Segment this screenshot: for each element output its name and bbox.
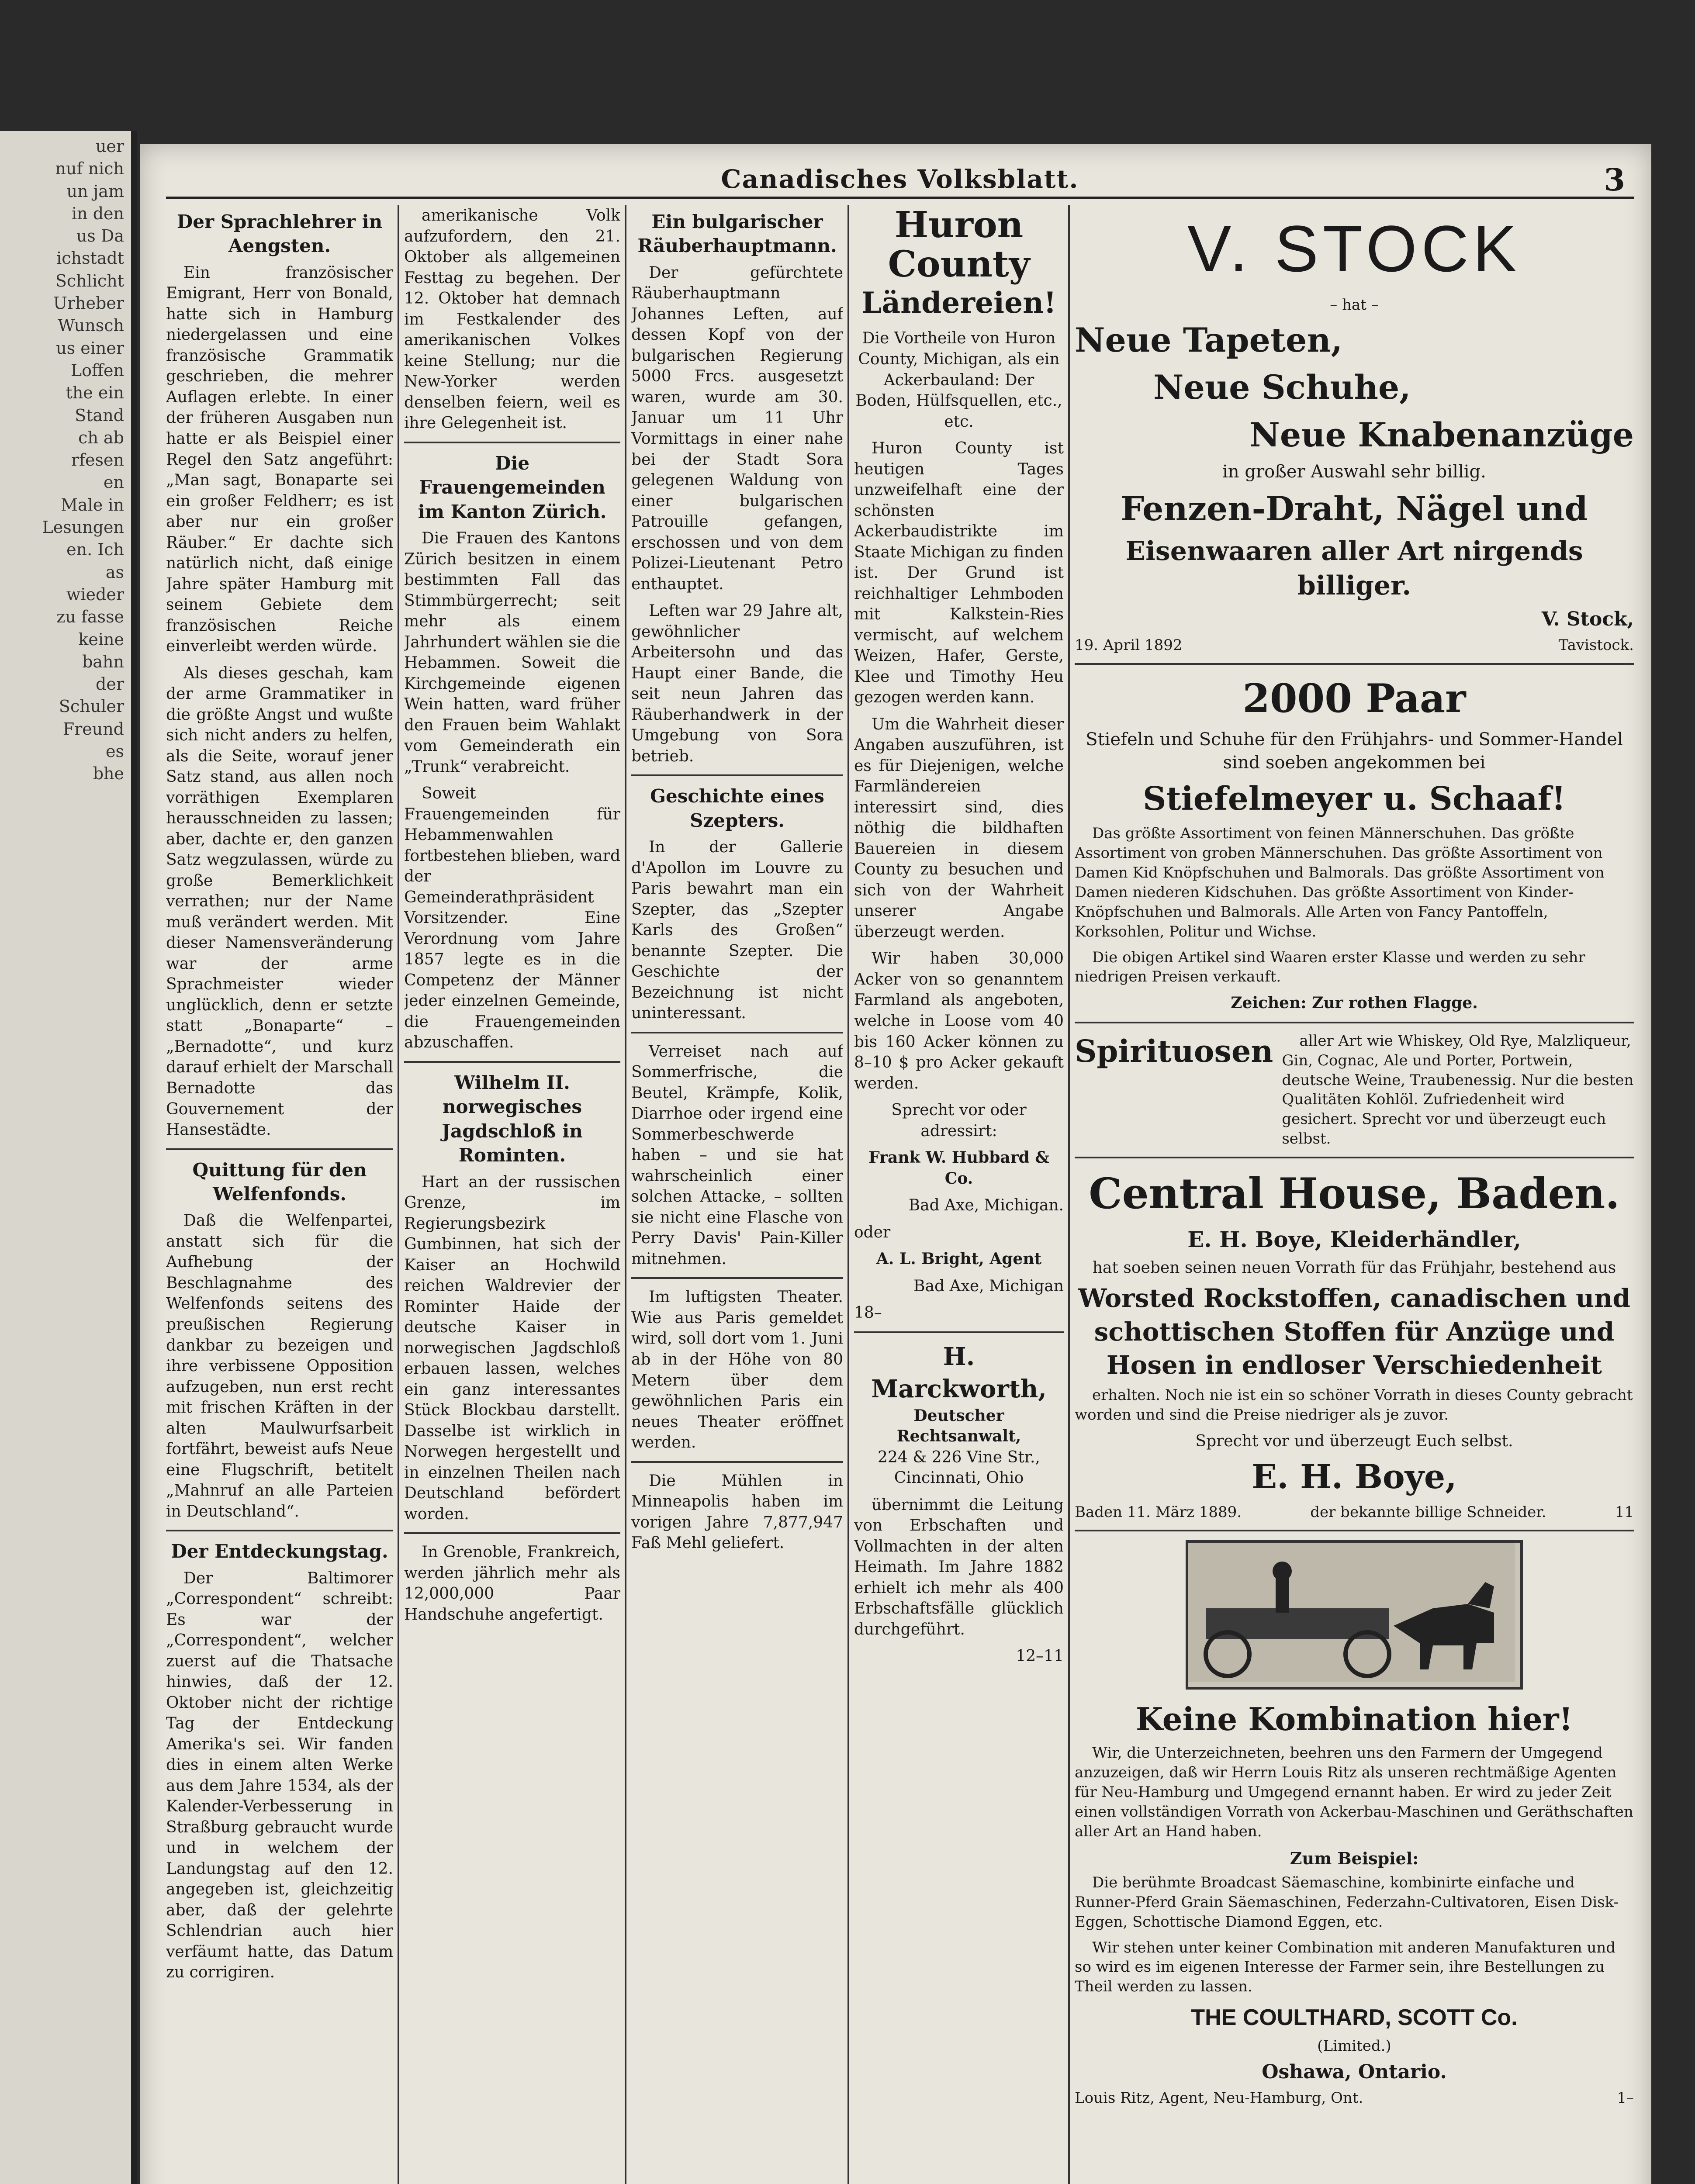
article-text: Die Frauen des Kantons Zürich besitzen in einem bestimmten Fall das Stimmbürgerrecht; seit mehr als einem Jahrhundert wählen sie die Hebammen. Soweit die Kirchgemeinde eigenen Wein hatten, ward früher den Frauen beim Wahlakt vom Gemeinderath ein „Trunk“ verabreicht. (404, 529, 620, 776)
ad-line: Neue Schuhe, (1153, 368, 1411, 407)
masthead (166, 157, 1634, 199)
ad-text: 12–11 (1016, 1647, 1064, 1666)
ad-place: Tavistock. (1558, 636, 1634, 654)
article-text: Der gefürchtete Räuberhauptmann Johannes Leften, auf dessen Kopf von der bulgarischen Regierung 5000 Frcs. ausgesetzt waren, wurde am 30. Januar um 11 Uhr Vormittags in einer nahe bei der Stadt Sora gelegenen Waldung von einer bulgarischen Patrouille gefangen, erschossen und von dem Polizei-Lieutenant Petro enthauptet. (631, 263, 843, 593)
contact-line: oder (854, 1223, 891, 1241)
divider (631, 774, 843, 776)
ad-text: erhalten. Noch nie ist ein so schöner Vorrath in dieses County gebracht worden und sind die Preise niedriger als je zuvor. (1075, 1386, 1633, 1424)
divider (166, 1530, 393, 1531)
column-rule (625, 205, 626, 2184)
ad-text: Die Vortheile von Huron County, Michigan, als ein Ackerbauland: Der Boden, Hülfsquellen, etc., etc. (855, 329, 1062, 431)
divider (854, 1331, 1064, 1333)
left-page-edge (0, 131, 137, 2184)
column-rule (848, 205, 849, 2184)
ad-line: Zum Beispiel: (1290, 1848, 1419, 1868)
ad-footer (1075, 636, 1634, 655)
ad-date: Baden 11. März 1889. (1075, 1503, 1242, 1521)
left-edge-text: uer nuf nich un jam in den us Da ichstadt Schlicht Urheber Wunsch us einer Loffen the ein Stand ch ab rfesen en Male in Lesungen en. Ich as wieder zu fasse keine bahn der Schuler Freund es bhe (42, 137, 124, 784)
contact-line: Frank W. Hubbard & Co. (868, 1148, 1049, 1188)
column-rule (1068, 205, 1070, 2184)
article-text: Der Baltimorer „Correspondent“ schreibt: Es war der „Correspondent“, welcher zuerst auf die Thatsache hinwies, daß der 12. Oktober nicht der richtige Tag der Entdeckung Amerika's sei. Wir fanden dies in einem alten Werke aus dem Jahre 1534, als der Kalender-Verbesserung in Straßburg gebraucht wurde und in welchem der Landungstag auf den 12. angegeben ist, gleichzeitig aber, daß der gelehrte Schlendrian auch hier verfäumt hatte, das Datum zu corrigiren. (166, 1569, 393, 1982)
divider (404, 1532, 620, 1534)
newspaper-title: Canadisches Volksblatt. (721, 164, 1079, 194)
article-text: Daß die Welfenpartei, anstatt sich für die Aufhebung der Beschlagnahme des Welfenfonds seitens des preußischen Regierung dankbar zu bezeigen und ihre verbissene Opposition aufzugeben, nun erst recht mit frischen Kräften in der alten Maulwurfsarbeit fortfährt, beweist aufs Neue eine Flugschrift, betitelt „Mahnruf an alle Parteien in Deutschland“. (166, 1212, 393, 1521)
ad-heading: 2000 Paar (1242, 675, 1466, 722)
contact-line: A. L. Bright, Agent (876, 1250, 1042, 1268)
contact-line: Bad Axe, Michigan. (908, 1196, 1064, 1215)
article-heading: Ein bulgarischer Räuberhauptmann. (637, 211, 837, 257)
article-text: Als dieses geschah, kam der arme Grammatiker in die größte Angst und wußte sich nicht anders zu helfen, als die Seite, worauf jener Satz stand, aus allen noch vorräthigen Exemplaren herausschneiden zu lassen; aber, dachte er, den ganzen Satz wegzulassen, würde zu große Bemerklichkeit verrathen; nur der Name muß verändert werden. Mit dieser Namensveränderung war der arme Sprachmeister wieder unglücklich, denn er setzte statt „Bonaparte“ – „Bernadotte“, und kurz darauf erhielt der Marschall Bernadotte das Gouvernement der Hansestädte. (166, 664, 393, 1139)
ad-heading: V. STOCK (1187, 212, 1521, 285)
article-heading: Wilhelm II. norwegisches Jagdschloß in Rominten. (442, 1071, 583, 1166)
ad-line: Stiefeln und Schuhe für den Frühjahrs- und Sommer-Handel sind soeben angekommen bei (1086, 729, 1623, 773)
ad-signature: V. Stock, (1541, 608, 1634, 631)
divider (1075, 663, 1634, 665)
article-heading: Der Sprachlehrer in Aengsten. (176, 211, 383, 257)
divider (631, 1277, 843, 1279)
article-text: Die Mühlen in Minneapolis haben im vorigen Jahre 7,877,947 Faß Mehl geliefert. (631, 1472, 843, 1552)
divider (404, 442, 620, 443)
divider (404, 1061, 620, 1063)
ad-heading: Stiefelmeyer u. Schaaf! (1143, 780, 1566, 818)
ad-line: Fenzen-Draht, Nägel und (1121, 489, 1588, 528)
article-text: Im luftigsten Theater. Wie aus Paris gemeldet wird, soll dort vom 1. Juni ab in der Höhe von 80 Metern über dem gewöhnlichen Paris ein neues Theater eröffnet werden. (631, 1288, 843, 1452)
ad-line: (Limited.) (1317, 2037, 1391, 2055)
contact-line: 18– (854, 1304, 882, 1322)
column-3 (631, 205, 843, 1560)
ad-line: E. H. Boye, Kleiderhändler, (1187, 1226, 1521, 1252)
ad-number: 1– (1617, 2089, 1634, 2107)
column-huron-county (854, 205, 1064, 1673)
contact-line: Bad Axe, Michigan (913, 1277, 1064, 1295)
ad-text: übernimmt die Leitung von Erbschaften und Vollmachten in der alten Heimath. Im Jahre 1882 erhielt ich mehr als 400 Erbschaftsfälle glücklich durchgeführt. (854, 1496, 1064, 1638)
ad-heading: THE COULTHARD, SCOTT Co. (1191, 2005, 1518, 2031)
ad-text: aller Art wie Whiskey, Old Rye, Malzliqueur, Gin, Cognac, Ale und Porter, Portwein, deutsche Weine, Traubenessig. Nur die besten Qualitäten Kohlöl. Zufriedenheit wird gesichert. Sprecht vor und überzeugt euch selbst. (1282, 1032, 1634, 1148)
column-rule (398, 205, 399, 2184)
article-text: Hart an der russischen Grenze, im Regierungsbezirk Gumbinnen, hat sich der Kaiser an Hochwild reichen Waldrevier der Rominter Haide der deutsche Kaiser in norwegischen Jagdschloß erbauen lassen, welches ein ganz interessantes Stück Blockbau darstellt. Dasselbe ist wirklich in Norwegen hergestellt und in einzelnen Theilen nach Deutschland befördert worden. (404, 1173, 620, 1523)
ad-line: in großer Auswahl sehr billig. (1222, 461, 1486, 482)
ad-heading: Spirituosen (1075, 1033, 1273, 1069)
ad-heading: Keine Kombination hier! (1135, 1700, 1573, 1738)
ad-line: Eisenwaaren aller Art nirgends billiger. (1125, 536, 1583, 601)
article-heading: Die Frauengemeinden im Kanton Zürich. (418, 452, 607, 522)
ad-footer (1075, 2088, 1634, 2108)
article-heading: Quittung für den Welfenfonds. (192, 1159, 367, 1205)
ad-text: Die obigen Artikel sind Waaren erster Klasse und werden zu sehr niedrigen Preisen verkauft. (1075, 948, 1585, 986)
ad-heading: Central House, Baden. (1089, 1169, 1620, 1219)
page-number: 3 (1604, 162, 1625, 198)
ad-number: 11 (1615, 1503, 1634, 1521)
newspaper-page (140, 144, 1651, 2184)
ad-text: Wir haben 30,000 Acker von so genanntem Farmland als angeboten, welche in Loose vom 40 bis 160 Acker können zu 8–10 $ pro Acker gekauft werden. (854, 950, 1064, 1092)
article-text: Ein französischer Emigrant, Herr von Bonald, hatte sich in Hamburg niedergelassen und eine französische Grammatik geschrieben, die mehrer Auflagen erlebte. In einer der früheren Ausgaben nun hatte er als Beispiel einer Regel den Satz angeführt: „Man sagt, Bonaparte sei ein großer Feldherr; es ist aber nur ein großer Räuber.“ Er dachte sich natürlich nicht, daß einige Jahre später Hamburg mit seinem Gebiete dem französischen Reiche einverleibt werden würde. (166, 263, 393, 656)
ad-line: Zeichen: Zur rothen Flagge. (1231, 994, 1478, 1013)
ad-text: Wir stehen unter keiner Combination mit anderen Manufakturen und so wird es im eigenen Interesse der Farmer sein, ihre Bestellungen zu Theil werden zu lassen. (1075, 1939, 1616, 1996)
ad-text: Wir, die Unterzeichneten, beehren uns den Farmern der Umgegend anzuzeigen, daß wir Herrn Louis Ritz als unseren rechtmäßige Agenten für Neu-Hamburg und Umgegend ernannt haben. Er wird zu jeder Zeit einen vollständigen Vorrath von Ackerbau-Maschinen und Geräthschaften aller Art an Hand haben. (1075, 1744, 1633, 1840)
ad-line: Worsted Rockstoffen, canadischen und schottischen Stoffen für Anzüge und Hosen in endloser Verschiedenheit (1078, 1283, 1630, 1380)
divider (631, 1032, 843, 1033)
column-1 (166, 205, 393, 1989)
ad-line: Oshawa, Ontario. (1262, 2060, 1447, 2083)
ad-signature: E. H. Boye, (1252, 1457, 1457, 1496)
ad-heading: H. Marckworth, (871, 1342, 1047, 1403)
divider (631, 1461, 843, 1463)
ad-footer (1075, 1503, 1634, 1522)
article-heading: Geschichte eines Szepters. (650, 785, 824, 831)
spirituosen-ad (1075, 1031, 1634, 1149)
ad-text: Das größte Assortiment von feinen Männerschuhen. Das größte Assortiment von groben Männerschuhen. Das größte Assortiment von Damen Kid Knöpfschuhen und Balmorals. Das größte Assortiment von Damen niederen Kidschuhen. Das größte Assortiment von Kinder-Knöpfschuhen und Balmorals. Alle Arten von Fancy Pantoffeln, Korksohlen, Politur und Wichse. (1075, 825, 1605, 940)
ad-date: 19. April 1892 (1075, 636, 1183, 654)
ad-text: Um die Wahrheit dieser Angaben auszuführen, ist es für Diejenigen, welche Farmländereien interessirt sind, dies nöthig die bildhaften Bauereien in diesem County zu besuchen und sich von der Wahrheit unserer Angabe überzeugt werden. (854, 715, 1064, 941)
article-heading: Der Entdeckungstag. (171, 1541, 388, 1562)
article-text: Soweit Frauengemeinden für Hebammenwahlen fortbestehen blieben, ward der Gemeinderathpräsident Vorsitzender. Eine Verordnung vom Jahre 1857 legte es in die Competenz der Männer jeder einzelnen Gemeinde, die Frauengemeinden abzuschaffen. (404, 784, 620, 1052)
divider (1075, 1530, 1634, 1531)
divider (1075, 1157, 1634, 1158)
ad-text: 224 & 226 Vine Str., Cincinnati, Ohio (878, 1448, 1040, 1487)
ad-text: Huron County ist heutigen Tages unzweifelhaft eine der schönsten Ackerbaudistrikte im Staate Michigan zu finden ist. Der Grund ist reichhaltiger Lehmboden mit Kalkstein-Ries vermischt, auf welchem Weizen, Hafer, Gerste, Klee und Timothy Heu gezogen werden kann. (854, 439, 1064, 707)
ad-subheading: Ländereien! (861, 286, 1057, 320)
farm-machine-illustration (1186, 1540, 1523, 1690)
article-text: Leften war 29 Jahre alt, gewöhnlicher Arbeitersohn und das Haupt einer Bande, die seit neun Jahren das Räuberhandwerk in der Umgebung von Sora betrieb. (631, 602, 843, 765)
ad-line: Neue Tapeten, (1075, 320, 1343, 359)
column-2 (404, 205, 620, 1631)
divider (166, 1148, 393, 1150)
ad-line: Neue Knabenanzüge (1249, 415, 1634, 454)
divider (1075, 1022, 1634, 1023)
ad-text: Die berühmte Broadcast Säemaschine, kombinirte einfache und Runner-Pferd Grain Säemaschinen, Federzahn-Cultivatoren, Eisen Disk-Eggen, Schottische Diamond Eggen, etc. (1075, 1873, 1619, 1931)
ad-subheading: Deutscher Rechtsanwalt, (896, 1406, 1021, 1446)
ad-line: Sprecht vor und überzeugt Euch selbst. (1195, 1432, 1513, 1450)
article-text: In der Gallerie d'Apollon im Louvre zu Paris bewahrt man ein Szepter, das „Szepter Karls des Großen“ benannte Szepter. Die Geschichte der Bezeichnung ist nicht uninteressant. (631, 838, 843, 1023)
article-text: amerikanische Volk aufzufordern, den 21. Oktober als allgemeinen Festtag zu begehen. Der 12. Oktober hat demnach im Festkalender des amerikanischen Volkes keine Stellung; nur die New-Yorker werden denselben feiern, weil es ihre Gelegenheit ist. (404, 207, 620, 432)
contact-line: Sprecht vor oder adressirt: (891, 1101, 1027, 1140)
ad-line: hat soeben seinen neuen Vorrath für das Frühjahr, bestehend aus (1092, 1258, 1616, 1277)
seed-drill-icon (1188, 1543, 1515, 1682)
ad-heading: Huron County (888, 205, 1030, 286)
ad-text: Louis Ritz, Agent, Neu-Hamburg, Ont. (1075, 2089, 1363, 2107)
ad-text: – hat – (1330, 296, 1379, 314)
article-text: In Grenoble, Frankreich, werden jährlich mehr als 12,000,000 Paar Handschuhe angefertigt. (404, 1543, 620, 1624)
column-ads (1075, 205, 1634, 2108)
article-text: Verreiset nach auf Sommerfrische, die Beutel, Krämpfe, Kolik, Diarrhoe oder irgend eine Sommerbeschwerde haben – und sie hat wahrscheinlich einer solchen Attacke, – sollten sie nicht eine Flasche von Perry Davis' Pain-Killer mitnehmen. (631, 1042, 843, 1268)
ad-text: der bekannte billige Schneider. (1310, 1503, 1546, 1521)
